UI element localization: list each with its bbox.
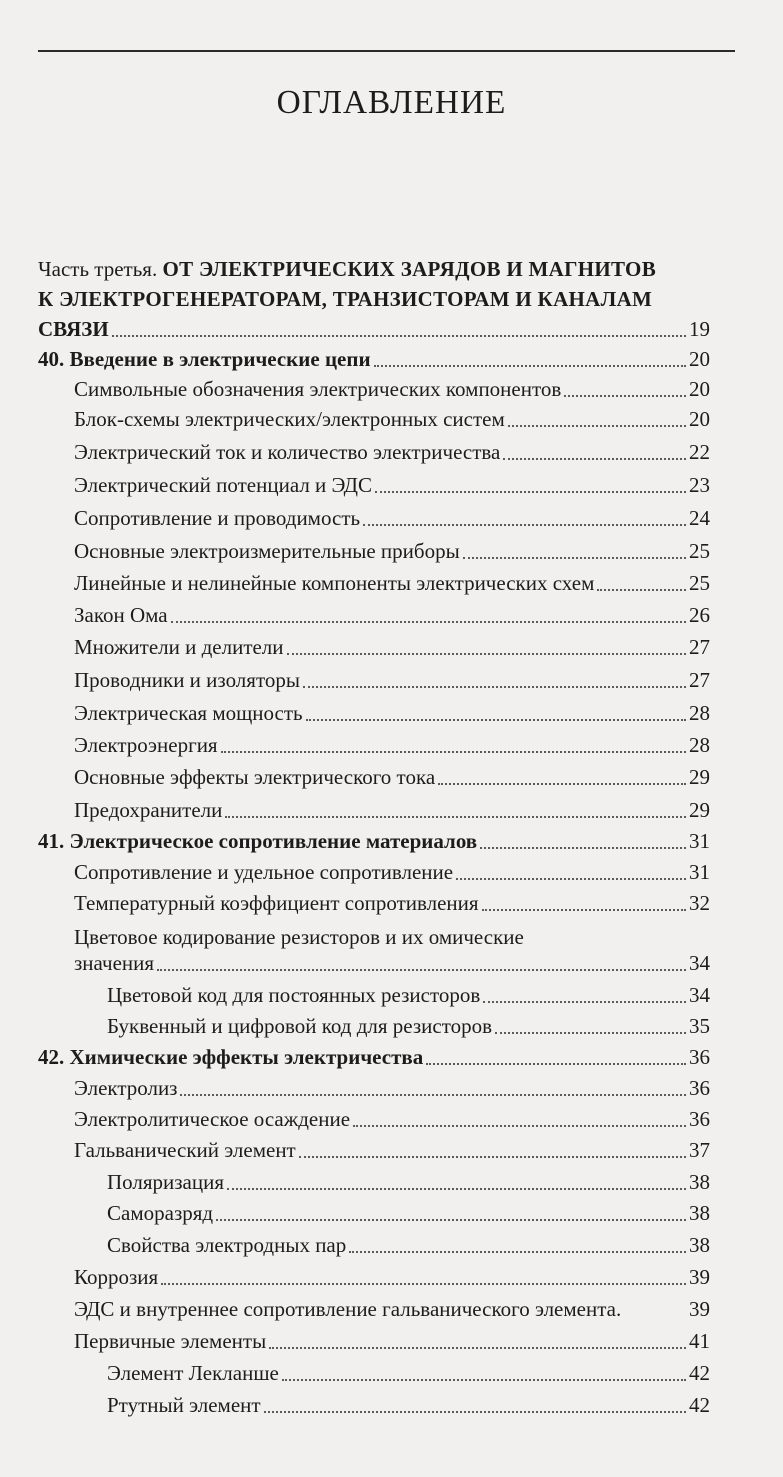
- toc-subsection-title: Элемент Лекланше: [107, 1361, 279, 1385]
- page-number: 29: [689, 765, 710, 789]
- toc-section-title: Электролиз: [74, 1076, 178, 1100]
- dot-leader: [426, 1063, 686, 1065]
- toc-chapter-title: 41. Электрическое сопротивление материалов: [38, 829, 478, 853]
- toc-section: [74, 568, 710, 598]
- dot-leader: [353, 1125, 686, 1127]
- dot-leader: [221, 751, 686, 753]
- toc-section: [74, 632, 710, 662]
- page-number: 20: [689, 407, 710, 431]
- dot-leader: [508, 425, 686, 427]
- toc-section-title: Температурный коэффициент сопротивления: [74, 891, 479, 915]
- toc-section-title: Коррозия: [74, 1265, 159, 1289]
- toc-section: [74, 1326, 710, 1356]
- dot-leader: [264, 1411, 686, 1413]
- toc-section: [74, 536, 710, 566]
- toc-subsection: [107, 1230, 710, 1260]
- toc-subsection-title: Поляризация: [107, 1170, 225, 1194]
- page-number: 24: [689, 506, 710, 530]
- dot-leader: [456, 878, 686, 880]
- dot-leader: [438, 783, 686, 785]
- page-number: 38: [689, 1170, 710, 1194]
- toc-subsection-title: Саморазряд: [107, 1201, 214, 1225]
- dot-leader: [216, 1219, 686, 1221]
- dot-leader: [299, 1156, 686, 1158]
- toc-section: [74, 1104, 710, 1134]
- page-number: 36: [689, 1076, 710, 1100]
- dot-leader: [225, 816, 686, 818]
- page-number: 38: [689, 1233, 710, 1257]
- toc-subsection: [107, 1011, 710, 1041]
- toc-section-title: Линейные и нелинейные компоненты электрических схем: [74, 571, 595, 595]
- page-number: 28: [689, 701, 710, 725]
- toc-section-title: Символьные обозначения электрических компонентов: [74, 377, 562, 401]
- toc-subsection: [107, 1167, 710, 1197]
- page-number: 35: [689, 1014, 710, 1038]
- toc-section: [74, 730, 710, 760]
- dot-leader: [503, 458, 686, 460]
- toc-section-title: Первичные элементы: [74, 1329, 267, 1353]
- dot-leader: [349, 1251, 686, 1253]
- toc-section-title: Электрический потенциал и ЭДС: [74, 473, 372, 497]
- toc-section-title: Гальванический элемент: [74, 1138, 296, 1162]
- page-number: 41: [689, 1329, 710, 1353]
- page-number: 42: [689, 1393, 710, 1417]
- toc-section: [74, 698, 710, 728]
- toc-section: [74, 1294, 710, 1324]
- toc-chapter: [38, 1042, 710, 1072]
- toc-chapter: [38, 826, 710, 856]
- page-number: 27: [689, 635, 710, 659]
- page-number: 29: [689, 798, 710, 822]
- toc-section-title: Блок-схемы электрических/электронных систем: [74, 407, 505, 431]
- toc-section: [74, 437, 710, 467]
- toc-section: [74, 665, 710, 695]
- toc-subsection: [107, 1390, 710, 1420]
- dot-leader: [171, 621, 686, 623]
- toc-section: [74, 948, 710, 978]
- toc-section-title: Электролитическое осаждение: [74, 1107, 351, 1131]
- toc-section: [74, 404, 710, 434]
- part-title-line3-row: [38, 314, 710, 344]
- page-number: 31: [689, 829, 710, 853]
- dot-leader: [180, 1094, 686, 1096]
- dot-leader: [564, 395, 686, 397]
- dot-leader: [482, 909, 686, 911]
- dot-leader: [306, 719, 686, 721]
- toc-subsection: [107, 980, 710, 1010]
- toc-section: [74, 762, 710, 792]
- toc-section-title: Предохранители: [74, 798, 223, 822]
- page-number: 36: [689, 1107, 710, 1131]
- toc-section: [74, 795, 710, 825]
- toc-section-title: ЭДС и внутреннее сопротивление гальванического элемента.: [74, 1297, 622, 1321]
- toc-subsection-title: Цветовой код для постоянных резисторов: [107, 983, 481, 1007]
- toc-chapter-title: 42. Химические эффекты электричества: [38, 1045, 424, 1069]
- toc-section: [74, 857, 710, 887]
- page-number: 25: [689, 539, 710, 563]
- toc-section-title: Проводники и изоляторы: [74, 668, 300, 692]
- part-title-line1: ОТ ЭЛЕКТРИЧЕСКИХ ЗАРЯДОВ И МАГНИТОВ: [162, 257, 656, 281]
- page-title: ОГЛАВЛЕНИЕ: [276, 84, 507, 121]
- page-number: 23: [689, 473, 710, 497]
- page-number: 28: [689, 733, 710, 757]
- toc-subsection-title: Буквенный и цифровой код для резисторов: [107, 1014, 493, 1038]
- toc-section-title: Электроэнергия: [74, 733, 218, 757]
- page-number: 32: [689, 891, 710, 915]
- page-number: 22: [689, 440, 710, 464]
- dot-leader: [157, 969, 686, 971]
- page-number: 39: [689, 1297, 710, 1321]
- part-label: Часть третья.: [38, 257, 163, 281]
- dot-leader: [597, 589, 686, 591]
- dot-leader: [287, 653, 686, 655]
- page-number: 42: [689, 1361, 710, 1385]
- toc-chapter-title: 40. Введение в электрические цепи: [38, 347, 371, 371]
- toc-section-title: Основные электроизмерительные приборы: [74, 539, 460, 563]
- page-number: 31: [689, 860, 710, 884]
- toc-section: [74, 1262, 710, 1292]
- dot-leader: [495, 1032, 686, 1034]
- toc-section: [74, 374, 710, 404]
- dot-leader: [483, 1001, 686, 1003]
- toc-section-title: Закон Ома: [74, 603, 168, 627]
- toc-section-title: Электрическая мощность: [74, 701, 303, 725]
- toc-subsection: [107, 1358, 710, 1388]
- dot-leader: [269, 1347, 686, 1349]
- toc-subsection-title: Свойства электродных пар: [107, 1233, 347, 1257]
- dot-leader: [363, 524, 686, 526]
- toc-section-title: Множители и делители: [74, 635, 284, 659]
- part-title-line3: СВЯЗИ: [38, 317, 109, 341]
- toc-section: [74, 1135, 710, 1165]
- toc-section-title: Сопротивление и проводимость: [74, 506, 361, 530]
- toc-section-title: Электрический ток и количество электричества: [74, 440, 501, 464]
- page-number: 20: [689, 377, 710, 401]
- dot-leader: [374, 365, 686, 367]
- page-number: 25: [689, 571, 710, 595]
- toc-section: [74, 1073, 710, 1103]
- dot-leader: [463, 557, 686, 559]
- toc-section-title-line1: Цветовое кодирование резисторов и их омические: [74, 925, 524, 949]
- toc-section: [74, 503, 710, 533]
- toc-chapter: [38, 344, 710, 374]
- top-rule: [38, 50, 735, 52]
- toc-section: [74, 600, 710, 630]
- toc-subsection-title: Ртутный элемент: [107, 1393, 261, 1417]
- dot-leader: [303, 686, 686, 688]
- dot-leader: [282, 1379, 686, 1381]
- dot-leader: [227, 1188, 686, 1190]
- part-title-line2: К ЭЛЕКТРОГЕНЕРАТОРАМ, ТРАНЗИСТОРАМ И КАНАЛАМ: [38, 287, 653, 311]
- dot-leader: [480, 847, 686, 849]
- dot-leader: [375, 491, 686, 493]
- part-heading: [38, 254, 710, 314]
- toc-section-title: значения: [74, 951, 155, 975]
- dot-leader: [161, 1283, 686, 1285]
- toc-section: [74, 470, 710, 500]
- page-number: 34: [689, 983, 710, 1007]
- toc-section-title: Сопротивление и удельное сопротивление: [74, 860, 454, 884]
- page-number: 36: [689, 1045, 710, 1069]
- toc-section-title: Основные эффекты электрического тока: [74, 765, 436, 789]
- page-number: 19: [689, 317, 710, 341]
- page-number: 34: [689, 951, 710, 975]
- dot-leader: [112, 335, 686, 337]
- page-number: 20: [689, 347, 710, 371]
- page-number: 26: [689, 603, 710, 627]
- page-number: 39: [689, 1265, 710, 1289]
- page-number: 37: [689, 1138, 710, 1162]
- page-number: 27: [689, 668, 710, 692]
- toc-subsection: [107, 1198, 710, 1228]
- page-number: 38: [689, 1201, 710, 1225]
- toc-section: [74, 888, 710, 918]
